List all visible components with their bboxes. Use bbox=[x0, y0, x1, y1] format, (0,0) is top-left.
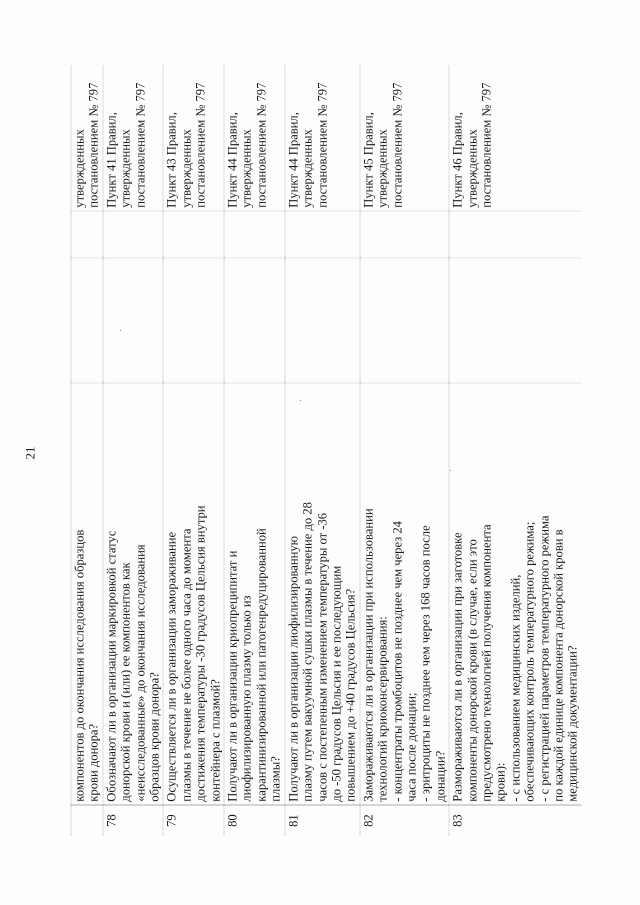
reference-cell bbox=[71, 65, 103, 211]
reference-line: постановлением № 797 bbox=[132, 82, 147, 208]
question-line: - с регистрацией параметров температурного режима bbox=[536, 515, 551, 802]
reference-cell bbox=[359, 65, 448, 211]
answer-cell bbox=[71, 211, 103, 257]
answer-cell bbox=[449, 257, 581, 382]
scan-speck bbox=[450, 470, 451, 471]
question-line: предусмотрено технологией получения компонента bbox=[478, 523, 493, 802]
row-number: 80 bbox=[224, 805, 285, 835]
checklist-table bbox=[70, 65, 581, 835]
question-line: образцов крови донора? bbox=[147, 671, 162, 802]
reference-line: Пункт 43 Правил, bbox=[164, 111, 179, 208]
row-number bbox=[71, 805, 103, 835]
reference-line: Пункт 41 Правил, bbox=[103, 111, 118, 208]
reference-cell bbox=[224, 65, 285, 211]
question-line: - эритроциты не позднее чем через 168 часов после bbox=[418, 524, 433, 802]
answer-cell bbox=[102, 257, 163, 382]
reference-cell bbox=[163, 65, 224, 211]
reference-line: постановлением № 797 bbox=[86, 82, 101, 208]
question-cell bbox=[71, 382, 103, 804]
answer-cell bbox=[71, 257, 103, 382]
question-line: часа после донации; bbox=[403, 692, 418, 802]
question-line: Получают ли в организации лиофилизированную bbox=[285, 535, 300, 802]
scan-speck bbox=[120, 330, 121, 331]
row-number: 82 bbox=[359, 805, 448, 835]
question-line: повышением до +40 градусов Цельсия? bbox=[343, 588, 358, 802]
reference-line: Пункт 44 Правил, bbox=[225, 111, 240, 208]
table-row bbox=[224, 65, 285, 835]
question-cell bbox=[284, 382, 359, 804]
answer-cell bbox=[163, 211, 224, 257]
reference-line: утвержденных bbox=[72, 128, 86, 208]
question-line: крови донора? bbox=[86, 723, 101, 802]
answer-cell bbox=[449, 211, 581, 257]
question-line: обеспечивающих контроль температурного режима; bbox=[522, 521, 537, 802]
reference-line: постановлением № 797 bbox=[193, 82, 208, 208]
row-number: 83 bbox=[449, 805, 581, 835]
question-line: до -50 градусов Цельсия и ее последующим bbox=[328, 565, 343, 802]
scan-speck bbox=[300, 400, 301, 401]
question-line: часов с постепенным изменением температуры от -36 bbox=[314, 512, 329, 802]
reference-line: постановлением № 797 bbox=[314, 82, 329, 208]
question-line: Обозначают ли в организации маркировкой статус bbox=[103, 530, 118, 802]
answer-cell bbox=[359, 257, 448, 382]
question-line: плазмы в течение не более одного часа до момента bbox=[178, 528, 193, 802]
reference-cell bbox=[284, 65, 359, 211]
question-line: медицинской документации? bbox=[565, 645, 580, 802]
question-line: Замораживаются ли в организации при использовании bbox=[360, 507, 375, 802]
question-line: - концентраты тромбоцитов не позднее чем через 24 bbox=[389, 520, 404, 802]
reference-line: утвержденных bbox=[300, 128, 315, 208]
question-line: донорской крови и (или) ее компонентов как bbox=[118, 561, 133, 802]
answer-cell bbox=[284, 211, 359, 257]
question-line: карантинизированной или патогенредуцированной bbox=[253, 527, 268, 802]
question-line: - с использованием медицинских изделий, bbox=[507, 574, 522, 802]
question-line: «неисследованные» до окончания исследования bbox=[132, 543, 147, 802]
answer-cell bbox=[359, 211, 448, 257]
reference-line: Пункт 45 Правил, bbox=[360, 111, 375, 208]
question-cell bbox=[163, 382, 224, 804]
question-cell bbox=[224, 382, 285, 804]
table-row bbox=[102, 65, 163, 835]
reference-line: утвержденных bbox=[239, 128, 254, 208]
row-number: 78 bbox=[102, 805, 163, 835]
question-cell bbox=[359, 382, 448, 804]
table-row bbox=[284, 65, 359, 835]
answer-cell bbox=[284, 257, 359, 382]
table-row bbox=[71, 65, 103, 835]
question-line: компонентов до окончания исследования образцов bbox=[72, 529, 86, 802]
question-line: лиофилизированную плазму только из bbox=[239, 594, 254, 802]
row-number: 79 bbox=[163, 805, 224, 835]
page-number: 21 bbox=[22, 446, 37, 459]
answer-cell bbox=[224, 257, 285, 382]
reference-line: постановлением № 797 bbox=[478, 82, 493, 208]
reference-cell bbox=[449, 65, 581, 211]
reference-line: утвержденных bbox=[464, 128, 479, 208]
question-line: по каждой единице компонента донорской крови в bbox=[551, 528, 565, 802]
table-row bbox=[449, 65, 581, 835]
question-line: технологий криоконсервирования: bbox=[375, 615, 390, 802]
question-line: достижения температуры -30 градусов Цельсия внутри bbox=[193, 504, 208, 802]
reference-line: постановлением № 797 bbox=[253, 82, 268, 208]
question-line: контейнера с плазмой? bbox=[207, 678, 222, 802]
question-line: крови): bbox=[493, 762, 508, 802]
reference-line: Пункт 46 Правил, bbox=[450, 111, 465, 208]
question-line: плазму путем вакуумной сушки плазмы в течение до 28 bbox=[300, 501, 315, 802]
question-line: плазмы? bbox=[268, 755, 283, 802]
reference-line: утвержденных bbox=[375, 128, 390, 208]
question-cell bbox=[102, 382, 163, 804]
reference-line: постановлением № 797 bbox=[389, 82, 404, 208]
answer-cell bbox=[224, 211, 285, 257]
reference-line: утвержденных bbox=[178, 128, 193, 208]
table-row bbox=[359, 65, 448, 835]
question-line: Получают ли в организации криопреципитат и bbox=[225, 550, 240, 802]
question-cell bbox=[449, 382, 581, 804]
question-line: Осуществляется ли в организации замораживание bbox=[164, 531, 179, 802]
question-line: донации? bbox=[432, 750, 447, 802]
reference-line: Пункт 44 Правил, bbox=[285, 111, 300, 208]
reference-cell bbox=[102, 65, 163, 211]
reference-line: утвержденных bbox=[118, 128, 133, 208]
question-line: Размораживаются ли в организации при заготовке bbox=[450, 531, 465, 802]
row-number: 81 bbox=[284, 805, 359, 835]
answer-cell bbox=[163, 257, 224, 382]
answer-cell bbox=[102, 211, 163, 257]
question-line: компоненты донорской крови (в случае, если это bbox=[464, 538, 479, 802]
table-row bbox=[163, 65, 224, 835]
